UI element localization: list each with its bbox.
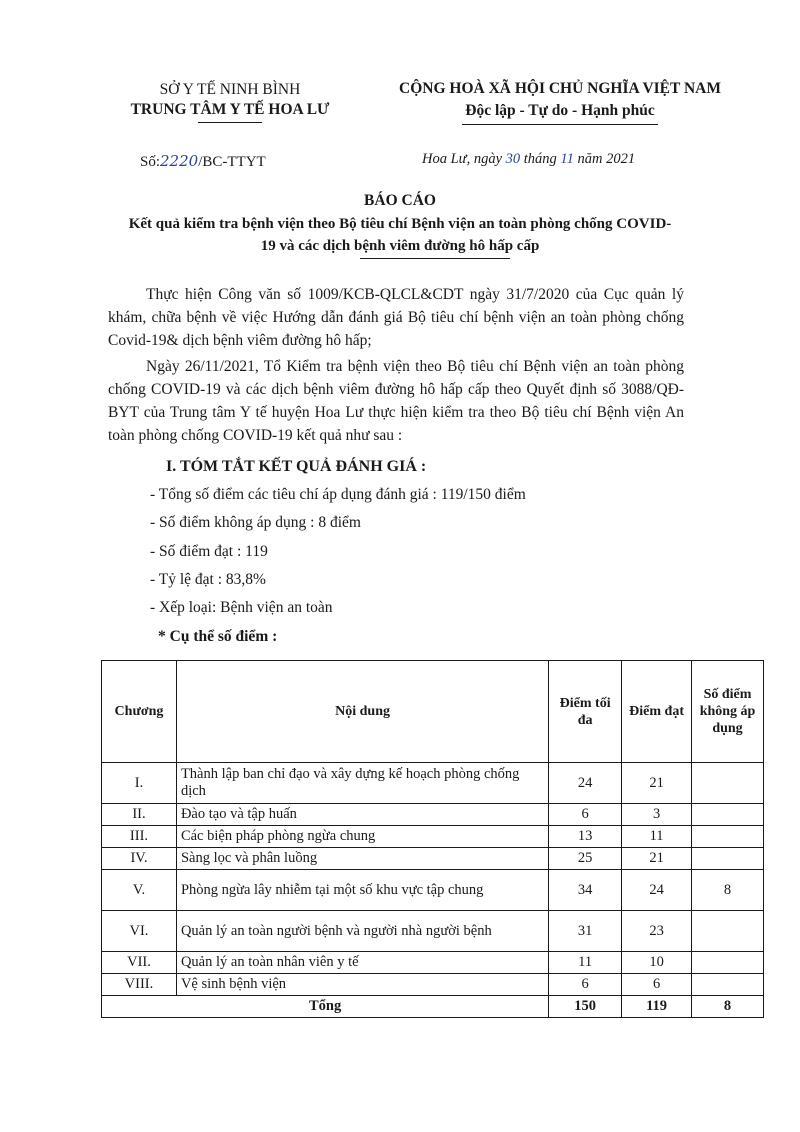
- table-row: I. Thành lập ban chỉ đạo và xây dựng kế hoạch phòng chống dịch 24 21: [102, 763, 764, 804]
- document-title: BÁO CÁO: [364, 192, 436, 209]
- paragraph-inspection: Ngày 26/11/2021, Tổ Kiểm tra bệnh viện theo Bộ tiêu chí Bệnh viện an toàn phòng chống COVID-19 và các dịch bệnh viêm đường hô hấp cấp theo Quyết định số 3088/QĐ-BYT của Trung tâm Y tế huyện Hoa Lư thực hiện kiểm tra theo Bộ tiêu chí Bệnh viện An toàn phòng chống COVID-19 kết quả như sau :: [108, 358, 684, 444]
- document-subtitle: Kết quả kiểm tra bệnh viện theo Bộ tiêu chí Bệnh viện an toàn phòng chống COVID- 19 và các dịch bệnh viêm đường hô hấp cấp: [128, 216, 672, 254]
- table-row: VIII. Vệ sinh bệnh viện 6 6: [102, 974, 764, 996]
- nation-title: CỘNG HOÀ XÃ HỘI CHỦ NGHĨA VIỆT NAM: [399, 80, 721, 97]
- national-header: [360, 78, 760, 122]
- table-row: VI. Quản lý an toàn người bệnh và người nhà người bệnh 31 23: [102, 911, 764, 952]
- table-total-row: [102, 996, 764, 1018]
- detail-heading: * Cụ thể số điểm :: [158, 628, 278, 645]
- header-max-points: Điểm tối đa: [549, 661, 622, 763]
- total-achieved: 119: [622, 996, 692, 1018]
- header-achieved-points: Điểm đạt: [622, 661, 692, 763]
- org-underline: [198, 122, 262, 123]
- subtitle-underline: [360, 258, 510, 259]
- section-heading-summary: I. TÓM TẮT KẾT QUẢ ĐÁNH GIÁ :: [166, 458, 427, 475]
- header-content: Nội dung: [176, 661, 548, 763]
- header-chapter: Chương: [102, 661, 177, 763]
- document-date: Hoa Lư, ngày 30 tháng 11 năm 2021: [422, 151, 636, 167]
- summary-item: - Xếp loại: Bệnh viện an toàn: [150, 599, 333, 616]
- table-row: V. Phòng ngừa lây nhiễm tại một số khu vực tập chung 34 24 8: [102, 870, 764, 911]
- handwritten-number: 2220: [160, 152, 199, 170]
- summary-item: - Tỷ lệ đạt : 83,8%: [150, 571, 266, 588]
- score-table: [101, 660, 764, 1018]
- summary-item: - Số điểm không áp dụng : 8 điểm: [150, 514, 361, 531]
- motto-underline: [462, 124, 658, 125]
- org-parent: SỞ Y TẾ NINH BÌNH: [159, 81, 301, 98]
- header-not-applicable: Số điểm không áp dụng: [692, 661, 764, 763]
- handwritten-month: 11: [560, 151, 574, 167]
- table-row: VII. Quản lý an toàn nhân viên y tế 11 10: [102, 952, 764, 974]
- org-name: TRUNG TÂM Y TẾ HOA LƯ: [130, 101, 330, 118]
- document-number: Số:2220/BC-TTYT: [140, 152, 266, 170]
- summary-item: - Tổng số điểm các tiêu chí áp dụng đánh giá : 119/150 điểm: [150, 486, 526, 503]
- total-label: Tổng: [102, 996, 549, 1018]
- total-max: 150: [549, 996, 622, 1018]
- table-row: IV. Sàng lọc và phân luồng 25 21: [102, 848, 764, 870]
- organization-header: [70, 80, 390, 120]
- summary-item: - Số điểm đạt : 119: [150, 543, 268, 560]
- table-row: II. Đào tạo và tập huấn 6 3: [102, 804, 764, 826]
- nation-motto: Độc lập - Tự do - Hạnh phúc: [465, 102, 655, 119]
- handwritten-day: 30: [505, 151, 521, 167]
- total-not-applicable: 8: [692, 996, 764, 1018]
- table-row: III. Các biện pháp phòng ngừa chung 13 11: [102, 826, 764, 848]
- paragraph-legal-basis: Thực hiện Công văn số 1009/KCB-QLCL&CDT ngày 31/7/2020 của Cục quản lý khám, chữa bệnh về việc Hướng dẫn đánh giá Bộ tiêu chí bệnh viện an toàn phòng chống Covid-19& dịch bệnh viêm đường hô hấp;: [108, 286, 684, 349]
- table-header-row: [102, 661, 764, 763]
